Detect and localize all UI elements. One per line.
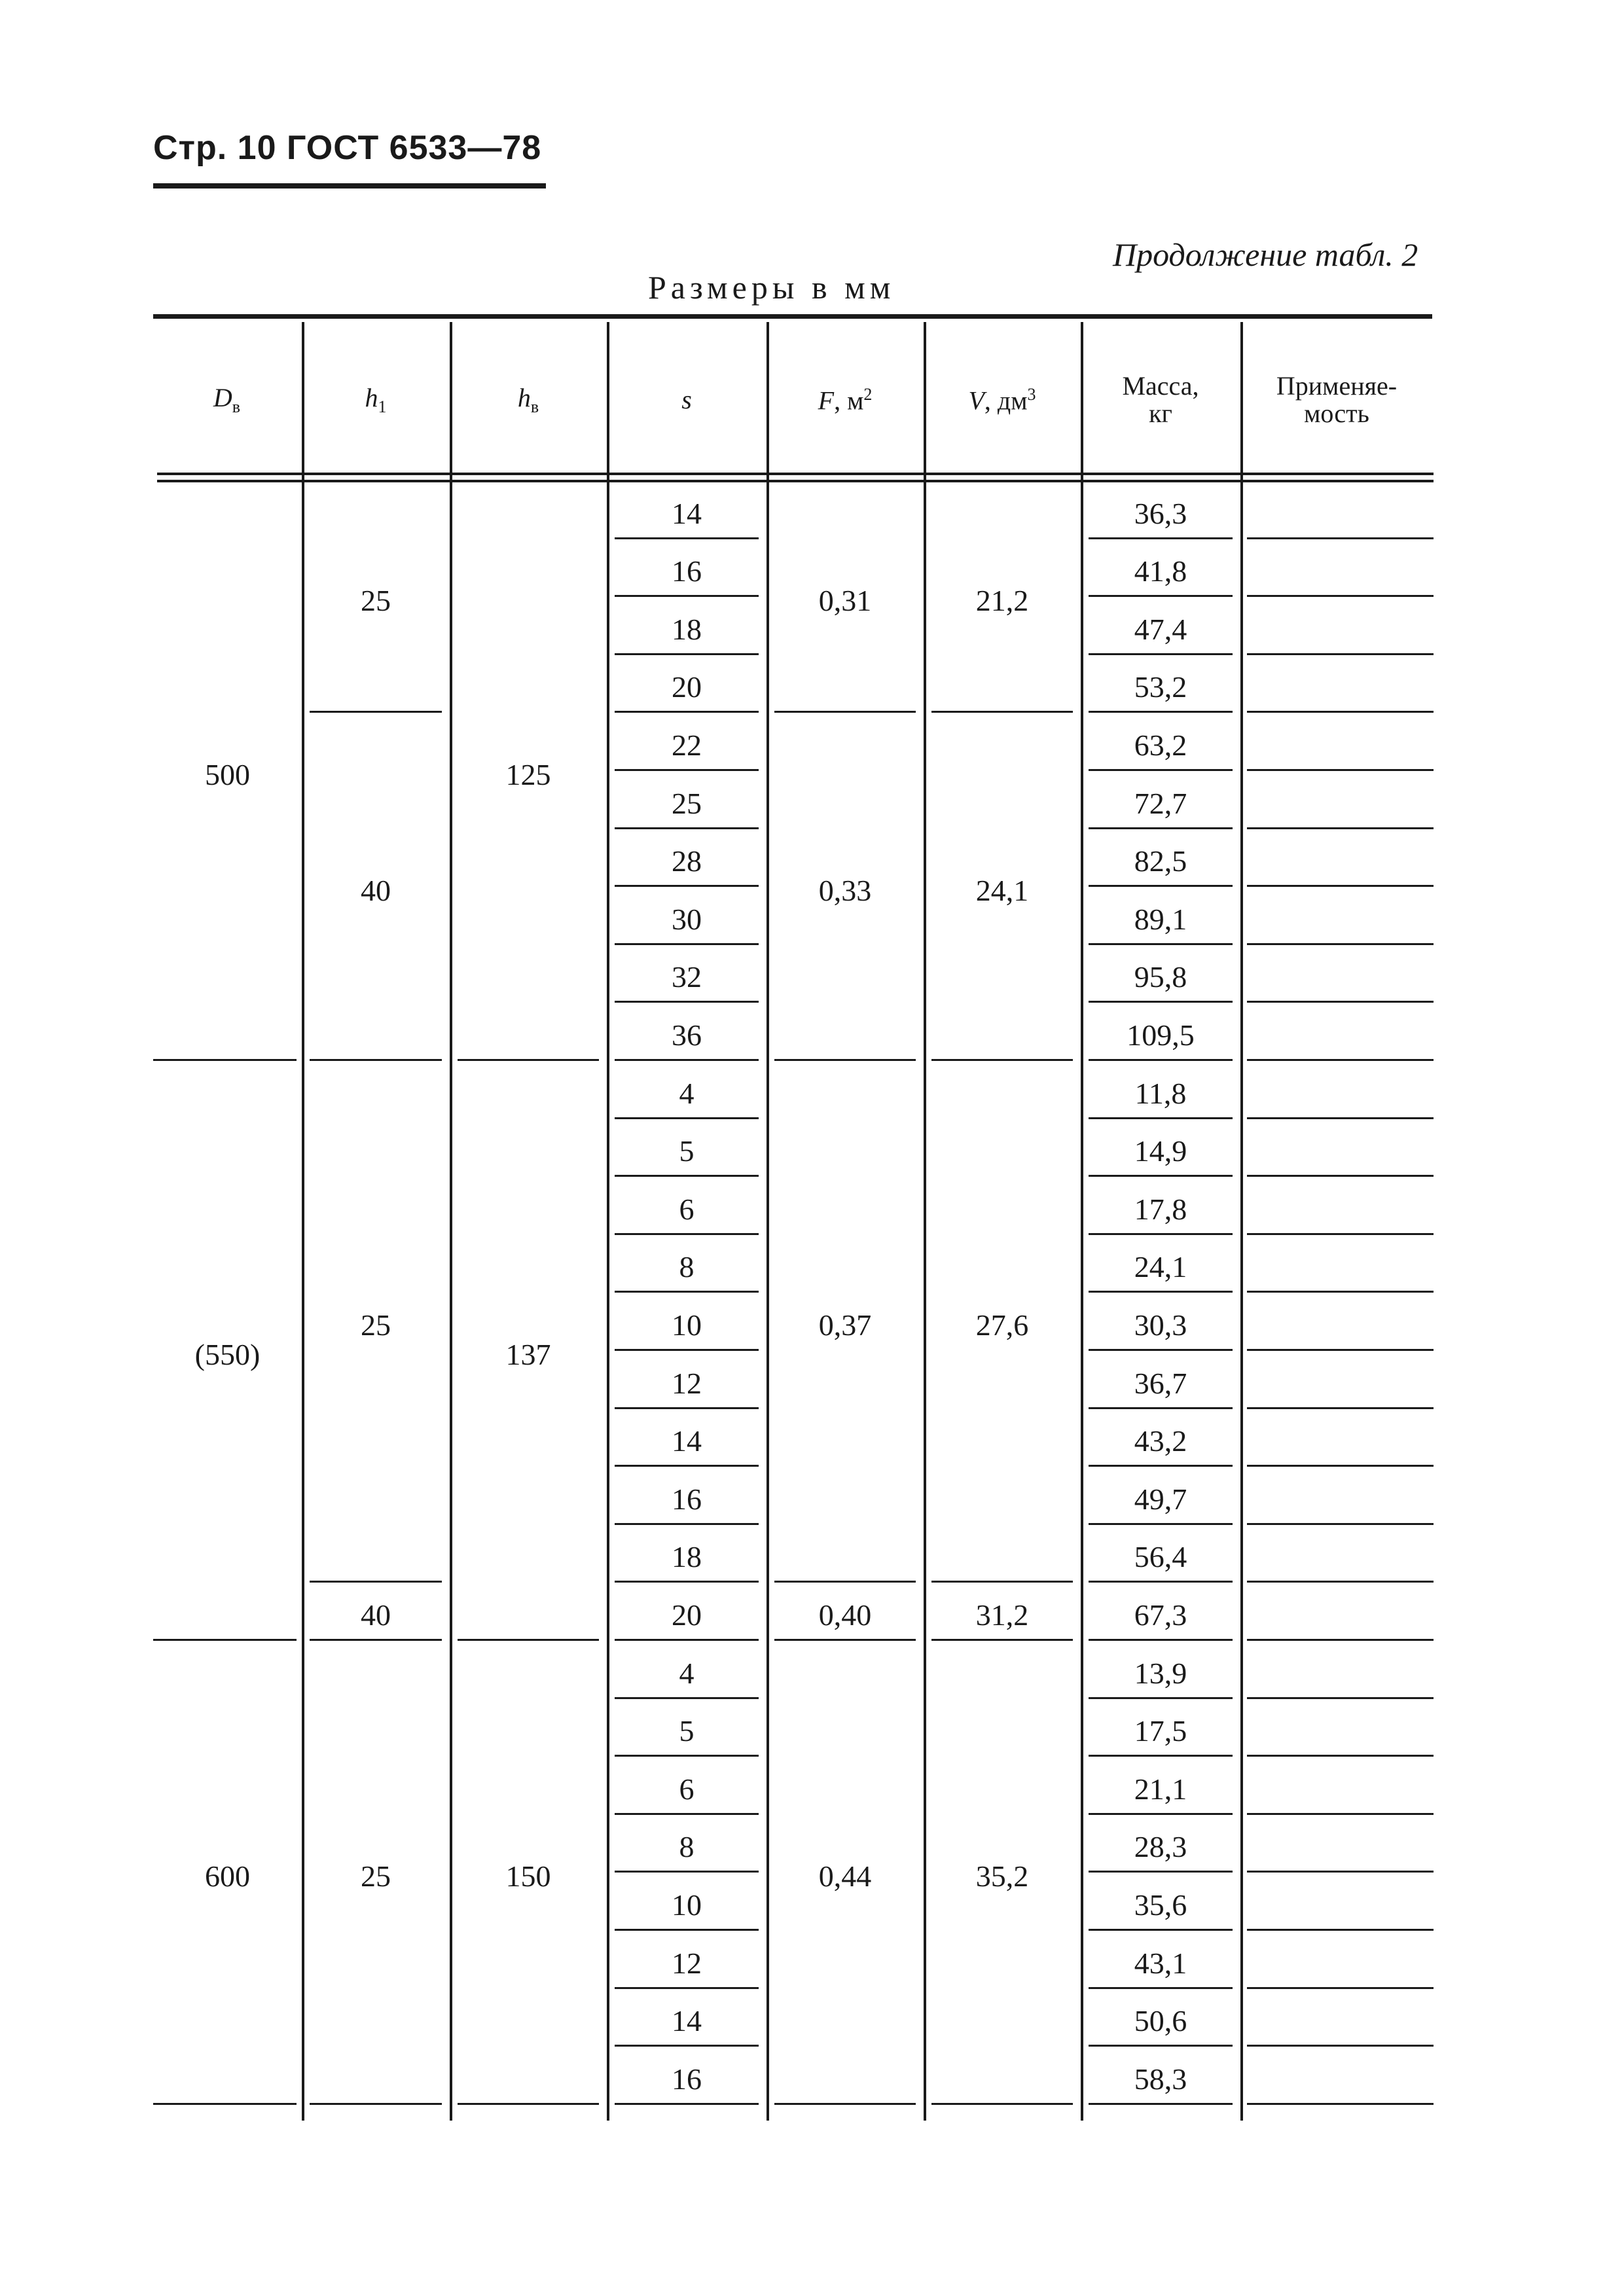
cell-mass: 30,3 — [1134, 1308, 1187, 1342]
row-rule — [615, 1871, 759, 1873]
subgroup-rule — [774, 1581, 916, 1583]
row-rule — [1089, 1291, 1233, 1293]
row-rule — [1247, 1059, 1434, 1061]
cell-h1: 40 — [361, 873, 391, 907]
cell-f: 0,40 — [818, 1598, 872, 1632]
subgroup-rule — [310, 711, 442, 713]
cell-s: 4 — [679, 1656, 695, 1690]
row-rule — [1247, 1987, 1434, 1989]
row-rule — [615, 595, 759, 597]
row-rule — [1089, 1523, 1233, 1525]
cell-mass: 109,5 — [1127, 1018, 1195, 1052]
row-rule — [615, 711, 759, 713]
cell-h1: 25 — [361, 1308, 391, 1342]
col-header-dv: $D_в$ — [213, 382, 241, 416]
cell-v: 24,1 — [975, 873, 1029, 907]
row-rule — [1247, 1465, 1434, 1467]
row-rule — [1247, 1523, 1434, 1525]
row-rule — [1089, 1987, 1233, 1989]
cell-s: 16 — [672, 2062, 702, 2096]
cell-s: 5 — [679, 1714, 695, 1748]
subgroup-rule — [774, 1059, 916, 1061]
subgroup-rule — [310, 1581, 442, 1583]
row-rule — [1089, 1465, 1233, 1467]
cell-mass: 89,1 — [1134, 902, 1187, 936]
row-rule — [615, 1755, 759, 1757]
cell-dv: 500 — [205, 757, 250, 791]
cell-s: 12 — [672, 1366, 702, 1400]
row-rule — [1089, 595, 1233, 597]
cell-v: 27,6 — [975, 1308, 1029, 1342]
cell-mass: 24,1 — [1134, 1250, 1187, 1284]
cell-s: 25 — [672, 786, 702, 820]
subgroup-rule — [931, 711, 1073, 713]
row-rule — [1247, 1581, 1434, 1583]
cell-mass: 28,3 — [1134, 1830, 1187, 1864]
cell-mass: 56,4 — [1134, 1540, 1187, 1574]
cell-mass: 35,6 — [1134, 1888, 1187, 1922]
subgroup-rule — [931, 1639, 1073, 1641]
cell-v: 35,2 — [975, 1859, 1029, 1893]
subgroup-rule — [774, 2103, 916, 2105]
row-rule — [615, 1697, 759, 1699]
cell-s: 5 — [679, 1134, 695, 1168]
row-rule — [1247, 1291, 1434, 1293]
row-rule — [1247, 1697, 1434, 1699]
cell-s: 20 — [672, 670, 702, 704]
row-rule — [1247, 2045, 1434, 2047]
cell-s: 22 — [672, 728, 702, 762]
cell-mass: 67,3 — [1134, 1598, 1187, 1632]
row-rule — [1089, 943, 1233, 945]
cell-mass: 58,3 — [1134, 2062, 1187, 2096]
cell-h1: 25 — [361, 1859, 391, 1893]
row-rule — [615, 653, 759, 655]
row-rule — [1089, 1001, 1233, 1003]
cell-mass: 47,4 — [1134, 612, 1187, 646]
row-rule — [1089, 1929, 1233, 1931]
row-rule — [1089, 827, 1233, 829]
row-rule — [1089, 1581, 1233, 1583]
row-rule — [1089, 1407, 1233, 1409]
cell-s: 28 — [672, 844, 702, 878]
col-header-hv: $h_в$ — [517, 382, 539, 416]
cell-mass: 36,7 — [1134, 1366, 1187, 1400]
row-rule — [1089, 653, 1233, 655]
row-rule — [615, 827, 759, 829]
cell-hv: 150 — [505, 1859, 551, 1893]
subgroup-rule — [310, 2103, 442, 2105]
row-rule — [615, 1465, 759, 1467]
row-rule — [615, 1987, 759, 1989]
cell-s: 18 — [672, 1540, 702, 1574]
cell-f: 0,31 — [818, 583, 872, 617]
cell-mass: 21,1 — [1134, 1772, 1187, 1806]
cell-mass: 50,6 — [1134, 2004, 1187, 2038]
row-rule — [615, 1523, 759, 1525]
subgroup-rule — [310, 1059, 442, 1061]
row-rule — [1247, 1639, 1434, 1641]
cell-f: 0,37 — [818, 1308, 872, 1342]
cell-mass: 11,8 — [1134, 1076, 1187, 1110]
group-rule — [458, 1059, 599, 1061]
group-rule — [458, 2103, 599, 2105]
subgroup-rule — [931, 1059, 1073, 1061]
col-header-mass: Масса, кг — [1122, 371, 1199, 428]
col-header-h1: $h_1$ — [365, 382, 387, 416]
row-rule — [1247, 1117, 1434, 1119]
cell-f: 0,33 — [818, 873, 872, 907]
cell-mass: 14,9 — [1134, 1134, 1187, 1168]
cell-s: 14 — [672, 496, 702, 530]
row-rule — [615, 1233, 759, 1235]
row-rule — [1089, 2045, 1233, 2047]
row-rule — [1247, 1871, 1434, 1873]
cell-s: 10 — [672, 1308, 702, 1342]
subgroup-rule — [774, 1639, 916, 1641]
row-rule — [615, 1581, 759, 1583]
row-rule — [615, 943, 759, 945]
row-rule — [1089, 885, 1233, 887]
cell-dv: (550) — [194, 1337, 261, 1371]
col-header-s: s — [681, 385, 692, 414]
group-rule — [153, 2103, 297, 2105]
row-rule — [1089, 1697, 1233, 1699]
cell-s: 14 — [672, 1424, 702, 1458]
row-rule — [615, 769, 759, 771]
cell-s: 36 — [672, 1018, 702, 1052]
row-rule — [1089, 769, 1233, 771]
row-rule — [1247, 711, 1434, 713]
row-rule — [1089, 1755, 1233, 1757]
row-rule — [615, 2103, 759, 2105]
cell-mass: 82,5 — [1134, 844, 1187, 878]
cell-v: 31,2 — [975, 1598, 1029, 1632]
row-rule — [1089, 711, 1233, 713]
cell-s: 18 — [672, 612, 702, 646]
row-rule — [615, 1407, 759, 1409]
cell-mass: 36,3 — [1134, 496, 1187, 530]
row-rule — [1089, 1871, 1233, 1873]
group-rule — [153, 1059, 297, 1061]
row-rule — [1089, 1175, 1233, 1177]
group-rule — [458, 1639, 599, 1641]
row-rule — [1247, 827, 1434, 829]
cell-s: 12 — [672, 1946, 702, 1980]
row-rule — [1247, 1233, 1434, 1235]
row-rule — [1247, 537, 1434, 539]
row-rule — [1089, 1639, 1233, 1641]
row-rule — [1247, 2103, 1434, 2105]
cell-s: 6 — [679, 1772, 695, 1806]
row-rule — [615, 537, 759, 539]
cell-mass: 17,8 — [1134, 1192, 1187, 1226]
cell-s: 14 — [672, 2004, 702, 2038]
cell-h1: 25 — [361, 583, 391, 617]
table-continuation-label: Продолжение табл. 2 — [1113, 236, 1418, 273]
subgroup-rule — [310, 1639, 442, 1641]
cell-s: 4 — [679, 1076, 695, 1110]
cell-s: 30 — [672, 902, 702, 936]
cell-s: 20 — [672, 1598, 702, 1632]
cell-mass: 53,2 — [1134, 670, 1187, 704]
table-top-rule — [153, 314, 1432, 319]
row-rule — [1089, 1813, 1233, 1815]
cell-mass: 41,8 — [1134, 554, 1187, 588]
row-rule — [1089, 2103, 1233, 2105]
row-rule — [1089, 1117, 1233, 1119]
page-header: Стр. 10 ГОСТ 6533—78 — [153, 129, 542, 167]
cell-s: 16 — [672, 1482, 702, 1516]
cell-mass: 72,7 — [1134, 786, 1187, 820]
row-rule — [615, 1117, 759, 1119]
subgroup-rule — [774, 711, 916, 713]
col-header-v: V, $дм^3$ — [968, 384, 1036, 416]
cell-s: 10 — [672, 1888, 702, 1922]
row-rule — [615, 1175, 759, 1177]
col-header-applicability: Применяе- мость — [1276, 371, 1398, 428]
subgroup-rule — [931, 2103, 1073, 2105]
row-rule — [1247, 1001, 1434, 1003]
row-rule — [615, 1813, 759, 1815]
cell-mass: 43,1 — [1134, 1946, 1187, 1980]
row-rule — [615, 1059, 759, 1061]
cell-s: 6 — [679, 1192, 695, 1226]
cell-mass: 49,7 — [1134, 1482, 1187, 1516]
cell-f: 0,44 — [818, 1859, 872, 1893]
subgroup-rule — [931, 1581, 1073, 1583]
row-rule — [1089, 537, 1233, 539]
row-rule — [1247, 1349, 1434, 1351]
units-caption: Размеры в мм — [648, 269, 895, 306]
header-rule — [153, 183, 546, 188]
row-rule — [615, 1349, 759, 1351]
row-rule — [1247, 1407, 1434, 1409]
cell-mass: 43,2 — [1134, 1424, 1187, 1458]
row-rule — [615, 2045, 759, 2047]
row-rule — [615, 1001, 759, 1003]
cell-mass: 13,9 — [1134, 1656, 1187, 1690]
row-rule — [615, 1291, 759, 1293]
cell-s: 32 — [672, 960, 702, 994]
row-rule — [615, 1639, 759, 1641]
row-rule — [615, 885, 759, 887]
cell-mass: 63,2 — [1134, 728, 1187, 762]
row-rule — [1089, 1059, 1233, 1061]
cell-s: 8 — [679, 1250, 695, 1284]
row-rule — [1247, 943, 1434, 945]
row-rule — [1247, 769, 1434, 771]
row-rule — [1247, 885, 1434, 887]
cell-hv: 125 — [505, 757, 551, 791]
row-rule — [1247, 595, 1434, 597]
cell-v: 21,2 — [975, 583, 1029, 617]
row-rule — [1089, 1233, 1233, 1235]
row-rule — [1247, 1755, 1434, 1757]
group-rule — [153, 1639, 297, 1641]
cell-mass: 17,5 — [1134, 1714, 1187, 1748]
cell-hv: 137 — [505, 1337, 551, 1371]
cell-s: 8 — [679, 1830, 695, 1864]
row-rule — [1247, 1813, 1434, 1815]
cell-mass: 95,8 — [1134, 960, 1187, 994]
row-rule — [1247, 1175, 1434, 1177]
row-rule — [615, 1929, 759, 1931]
cell-s: 16 — [672, 554, 702, 588]
cell-dv: 600 — [205, 1859, 250, 1893]
row-rule — [1247, 653, 1434, 655]
cell-h1: 40 — [361, 1598, 391, 1632]
row-rule — [1247, 1929, 1434, 1931]
row-rule — [1089, 1349, 1233, 1351]
column-rule — [1240, 322, 1243, 2121]
col-header-f: F, $м^2$ — [818, 384, 873, 416]
